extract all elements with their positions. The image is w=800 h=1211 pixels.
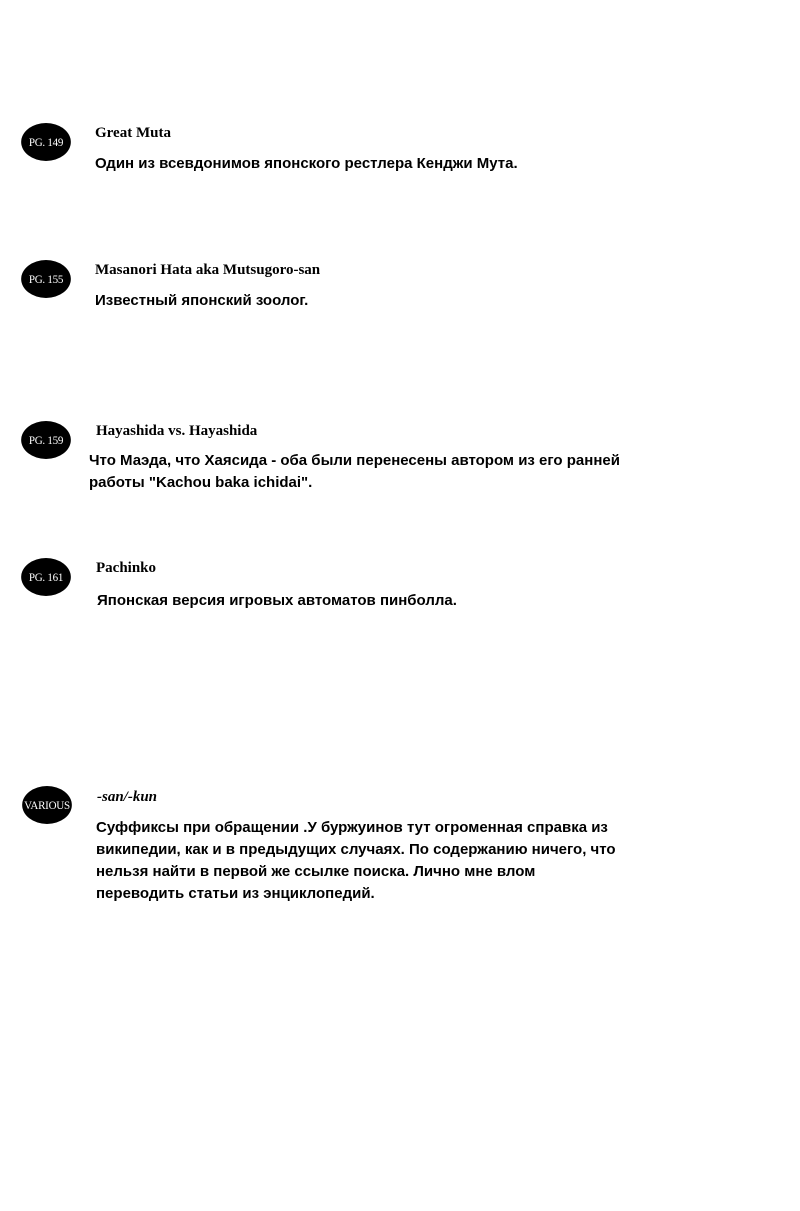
description-line: Суффиксы при обращении .У буржуинов тут огроменная справка из	[96, 819, 608, 836]
note-term: Great Muta	[95, 125, 171, 141]
page-badge: PG. 161	[21, 558, 71, 596]
description-line: Что Маэда, что Хаясида - оба были перенесены автором из его ранней	[89, 452, 620, 469]
page-badge: PG. 155	[21, 260, 71, 298]
note-description: Один из всевдонимов японского рестлера Кенджи Мута.	[95, 155, 518, 172]
description-line: нельзя найти в первой же ссылке поиска. Лично мне влом	[96, 863, 536, 880]
note-description: Японская версия игровых автоматов пинболла.	[97, 592, 457, 609]
note-description	[96, 817, 736, 905]
note-description	[89, 450, 729, 494]
description-line: википедии, как и в предыдущих случаях. По содержанию ничего, что	[96, 841, 616, 858]
note-description: Известный японский зоолог.	[95, 292, 309, 309]
note-term: Pachinko	[96, 560, 157, 576]
note-term: Hayashida vs. Hayashida	[96, 423, 258, 439]
page-badge: VARIOUS	[22, 786, 72, 824]
note-term: Masanori Hata aka Mutsugoro-san	[95, 262, 321, 278]
description-line: переводить статьи из энциклопедий.	[96, 885, 375, 902]
page-badge: PG. 149	[21, 123, 71, 161]
description-line: работы "Kachou baka ichidai".	[89, 474, 313, 491]
note-term: -san/-kun	[97, 789, 158, 805]
page-badge: PG. 159	[21, 421, 71, 459]
